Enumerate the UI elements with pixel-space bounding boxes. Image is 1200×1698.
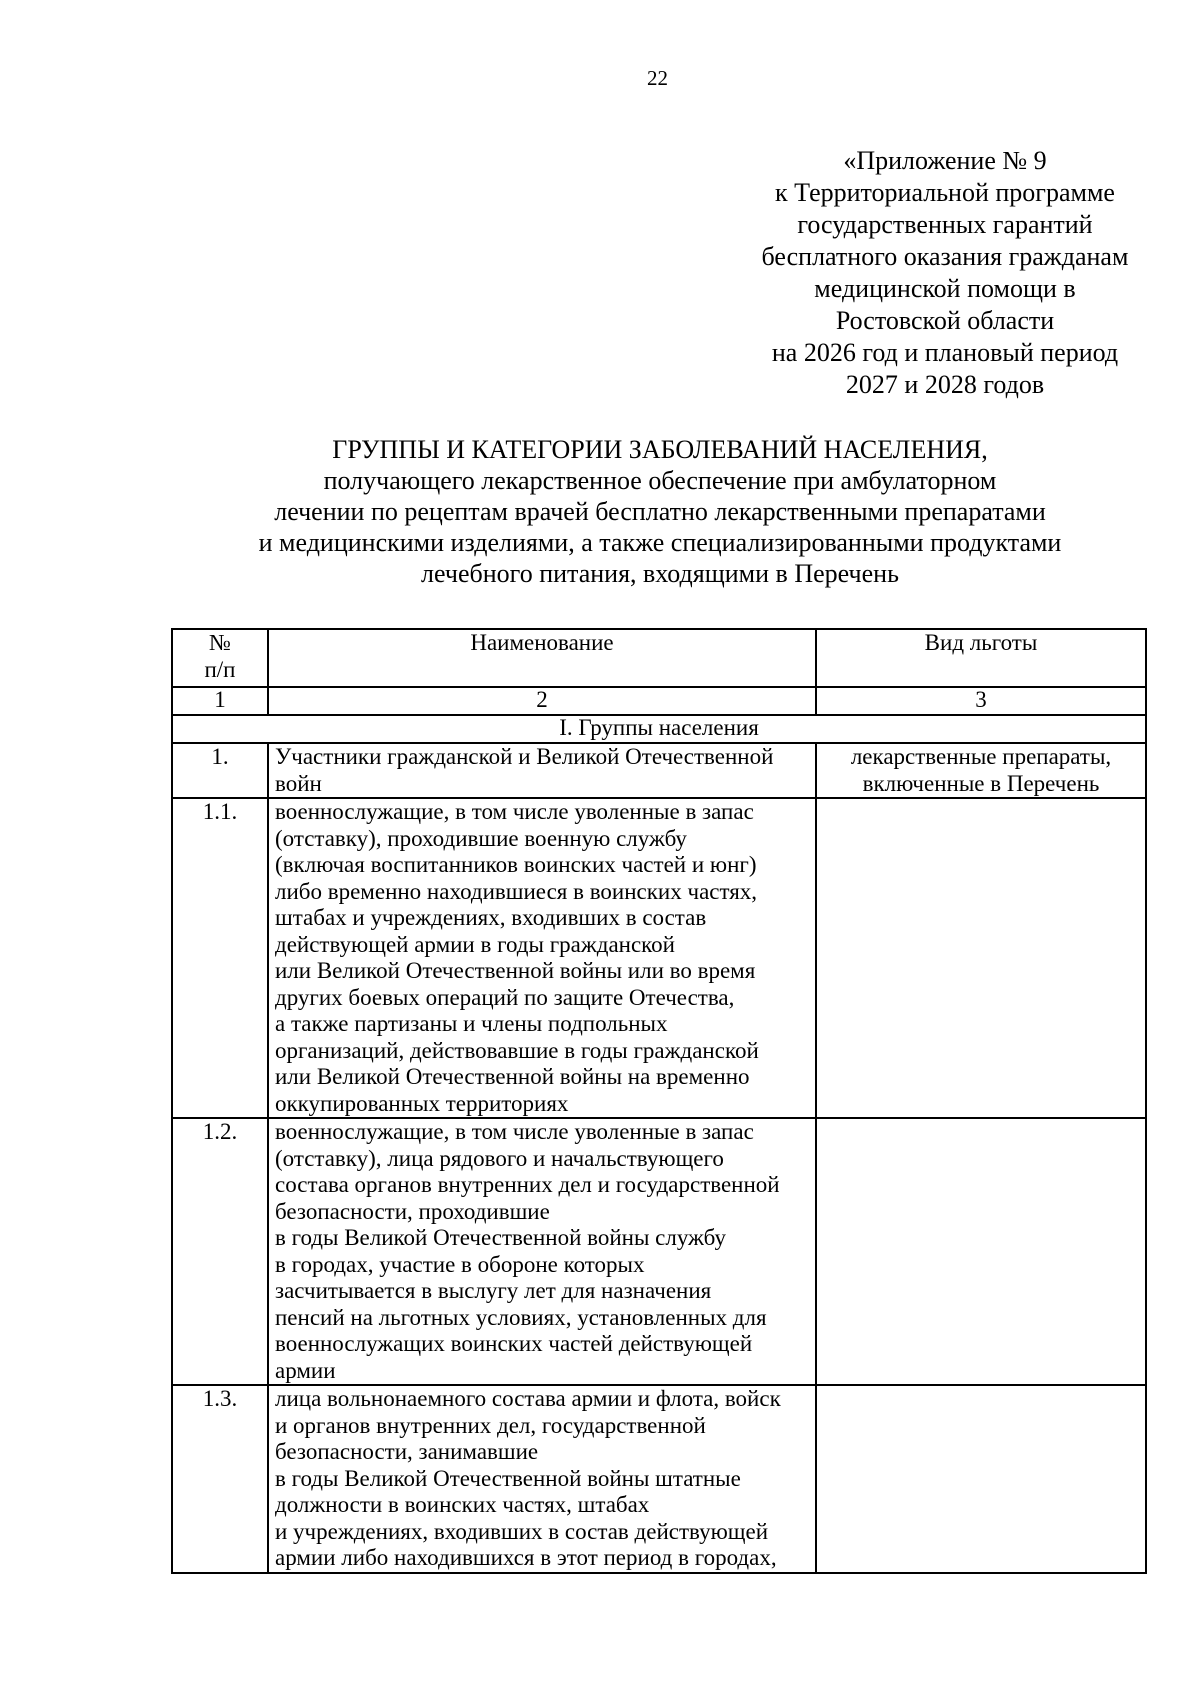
row-name-line: войн (275, 770, 322, 796)
row-name-line: в годы Великой Отечественной войны штатные (275, 1465, 741, 1491)
row-name-line: должности в воинских частях, штабах (275, 1492, 650, 1517)
table-row (172, 798, 1146, 1118)
row-name-line: засчитывается в выслугу лет для назначения (275, 1278, 712, 1303)
annex-header (730, 145, 1160, 401)
row-number: 1.2. (172, 1118, 268, 1385)
page-number: 22 (647, 66, 668, 90)
row-name-line: в годы Великой Отечественной войны службу (275, 1225, 726, 1250)
annex-line: медицинской помощи в (814, 274, 1076, 303)
row-name-line: армии либо находившихся в этот период в городах, (275, 1545, 777, 1570)
row-name-line: и учреждениях, входивших в состав действующей (275, 1518, 769, 1544)
row-name-line: безопасности, занимавшие (275, 1439, 539, 1464)
row-benefit-line: включенные в Перечень (862, 770, 1100, 796)
row-number: 1. (172, 743, 268, 798)
header-number-line: п/п (204, 656, 236, 682)
row-number: 1.1. (172, 798, 268, 1118)
title-line: ГРУППЫ И КАТЕГОРИИ ЗАБОЛЕВАНИЙ НАСЕЛЕНИЯ, (332, 435, 988, 464)
column-number-row (172, 687, 1146, 715)
row-benefit-line: лекарственные препараты, (850, 744, 1112, 769)
column-number: 3 (816, 687, 1146, 715)
row-name-line: безопасности, проходившие (275, 1198, 550, 1224)
row-name-line: состава органов внутренних дел и государственной (275, 1172, 780, 1197)
benefits-table (171, 628, 1147, 1574)
row-name-line: (включая воспитанников воинских частей и юнг) (275, 852, 757, 877)
annex-line: Ростовской области (835, 306, 1055, 335)
row-benefit (816, 1118, 1146, 1385)
row-name-line: армии (275, 1357, 336, 1383)
row-benefit (816, 798, 1146, 1118)
table-row (172, 1385, 1146, 1573)
document-title (170, 434, 1150, 589)
row-name-line: либо временно находившиеся в воинских частях, (275, 878, 758, 904)
row-benefit (816, 743, 1146, 798)
table-header-row (172, 629, 1146, 687)
header-benefit: Вид льготы (816, 629, 1146, 687)
row-name-line: или Великой Отечественной войны или во время (275, 958, 756, 983)
row-name-line: (отставку), проходившие военную службу (275, 825, 687, 851)
title-line: и медицинскими изделиями, а также специализированными продуктами (258, 528, 1062, 557)
title-line: лечебного питания, входящими в Перечень (421, 559, 899, 588)
row-name (268, 798, 816, 1118)
row-name-line: а также партизаны и члены подпольных (275, 1011, 668, 1036)
annex-line: бесплатного оказания гражданам (761, 242, 1129, 271)
annex-line: к Территориальной программе (775, 178, 1115, 207)
row-name (268, 1385, 816, 1573)
row-name-line: и органов внутренних дел, государственной (275, 1412, 706, 1438)
row-name-line: военнослужащие, в том числе уволенные в запас (275, 1119, 754, 1144)
row-name-line: организаций, действовавшие в годы гражданской (275, 1037, 759, 1063)
row-name-line: или Великой Отечественной войны на временно (275, 1064, 750, 1089)
annex-line: на 2026 год и плановый период (771, 338, 1119, 367)
row-name-line: военнослужащих воинских частей действующей (275, 1331, 753, 1356)
row-name-line: других боевых операций по защите Отечества, (275, 984, 735, 1010)
row-name (268, 1118, 816, 1385)
annex-line: государственных гарантий (797, 210, 1093, 239)
section-title: I. Группы населения (172, 715, 1146, 743)
table-row (172, 743, 1146, 798)
column-number: 2 (268, 687, 816, 715)
title-line: лечении по рецептам врачей бесплатно лекарственными препаратами (274, 497, 1046, 526)
row-name (268, 743, 816, 798)
table-row (172, 1118, 1146, 1385)
section-row (172, 715, 1146, 743)
header-number-line: № (209, 630, 231, 655)
row-number: 1.3. (172, 1385, 268, 1573)
row-name-line: пенсий на льготных условиях, установленных для (275, 1304, 767, 1330)
row-name-line: оккупированных территориях (275, 1090, 569, 1116)
row-name-line: (отставку), лица рядового и начальствующего (275, 1145, 724, 1171)
header-name: Наименование (268, 629, 816, 687)
title-line: получающего лекарственное обеспечение при амбулаторном (323, 466, 997, 495)
annex-line: «Приложение № 9 (843, 146, 1047, 175)
row-name-line: штабах и учреждениях, входивших в состав (275, 905, 707, 930)
row-name-line: лица вольнонаемного состава армии и флота, войск (275, 1386, 781, 1411)
column-number: 1 (172, 687, 268, 715)
row-name-line: в городах, участие в обороне которых (275, 1251, 645, 1277)
row-name-line: Участники гражданской и Великой Отечественной (275, 744, 774, 769)
row-name-line: действующей армии в годы гражданской (275, 931, 675, 957)
row-name-line: военнослужащие, в том числе уволенные в запас (275, 799, 754, 824)
row-benefit (816, 1385, 1146, 1573)
header-number (172, 629, 268, 687)
annex-line: 2027 и 2028 годов (845, 370, 1045, 399)
